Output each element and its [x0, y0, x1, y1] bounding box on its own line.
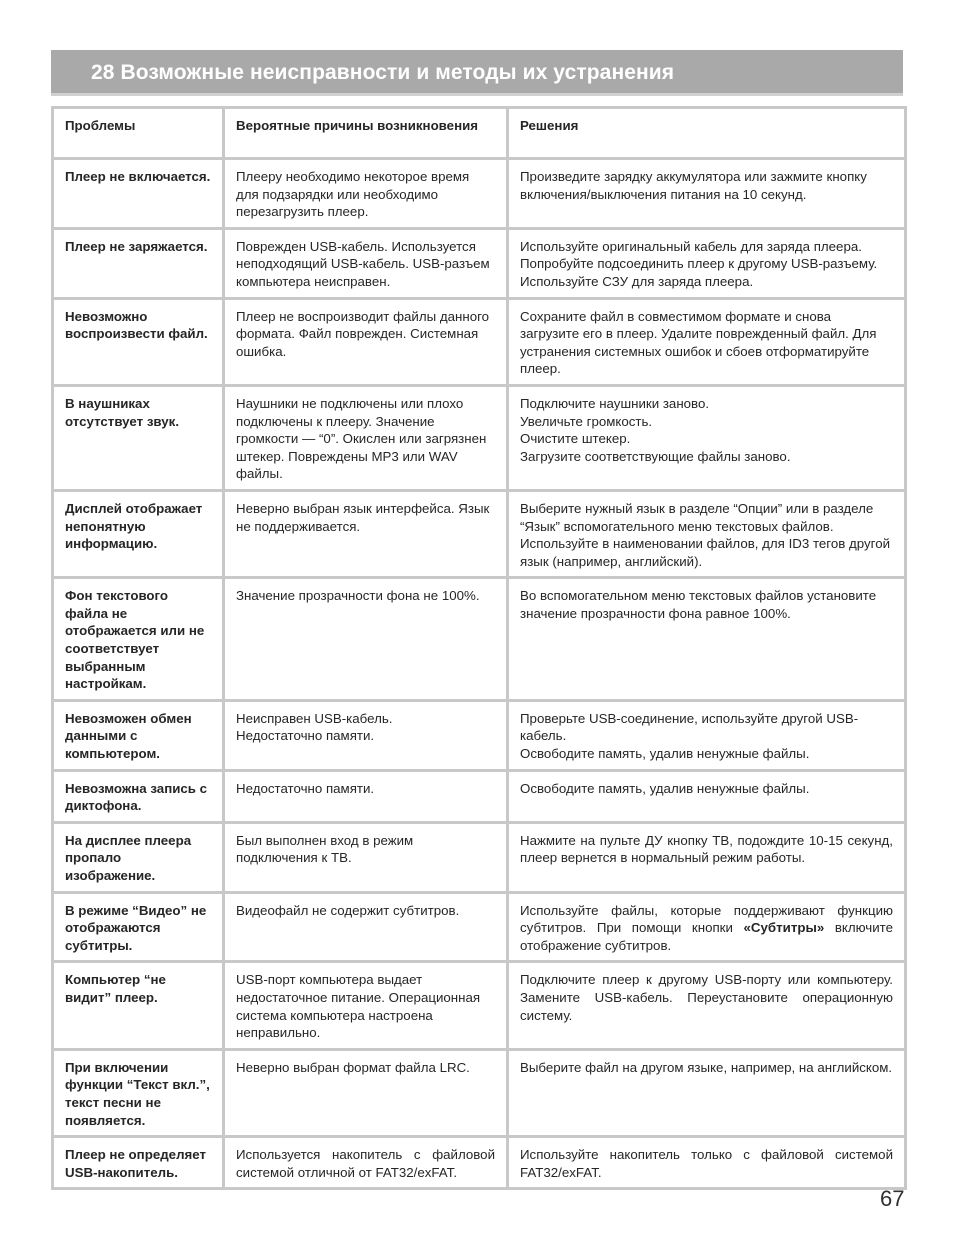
- problem-cell: В наушниках отсутствует звук.: [53, 385, 224, 490]
- table-row: [53, 700, 906, 770]
- solution-cell: Подключите наушники заново. Увеличьте громкость. Очистите штекер. Загрузите соответствующие файлы заново.: [508, 385, 906, 490]
- table-row: [53, 228, 906, 298]
- solution-cell: Сохраните файл в совместимом формате и снова загрузите его в плеер. Удалите поврежденный файл. Для устранения системных ошибок и сбоев отформатируйте плеер.: [508, 298, 906, 385]
- header-solutions: Решения: [508, 108, 906, 159]
- cause-cell: Плееру необходимо некоторое время для подзарядки или необходимо перезагрузить плеер.: [224, 159, 508, 229]
- cause-cell: Используется накопитель с файловой системой отличной от FAT32/exFAT.: [224, 1137, 508, 1189]
- cause-cell: Неисправен USB-кабель. Недостаточно памяти.: [224, 700, 508, 770]
- section-title-bar: [51, 50, 903, 96]
- problem-cell: Фон текстового файла не отображается или не соответствует выбранным настройкам.: [53, 578, 224, 701]
- solution-cell: Освободите память, удалив ненужные файлы.: [508, 770, 906, 822]
- problem-cell: Дисплей отображает непонятную информацию.: [53, 490, 224, 577]
- problem-cell: На дисплее плеера пропало изображение.: [53, 822, 224, 892]
- solution-text: Используйте файлы, которые поддерживают функцию субтитров. При помощи кнопки: [520, 902, 893, 936]
- table-header-row: [53, 108, 906, 159]
- solution-cell: Подключите плеер к другому USB-порту или компьютеру. Замените USB-кабель. Переустановите операционную систему.: [508, 962, 906, 1049]
- page-number: 67: [880, 1186, 905, 1211]
- solution-cell: Используйте оригинальный кабель для заряда плеера. Попробуйте подсоединить плеер к другому USB-разъему. Используйте СЗУ для заряда плеера.: [508, 228, 906, 298]
- table-row: [53, 298, 906, 385]
- table-row: [53, 385, 906, 490]
- solution-cell: Нажмите на пульте ДУ кнопку ТВ, подождите 10-15 секунд, плеер вернется в нормальный режим работы.: [508, 822, 906, 892]
- header-problems: Проблемы: [53, 108, 224, 159]
- solution-cell: Произведите зарядку аккумулятора или зажмите кнопку включения/выключения питания на 10 секунд.: [508, 159, 906, 229]
- cause-cell: Неверно выбран формат файла LRC.: [224, 1049, 508, 1136]
- problem-cell: Невозможна запись с диктофона.: [53, 770, 224, 822]
- solution-cell: Выберите нужный язык в разделе “Опции” или в разделе “Язык” вспомогательного меню текстовых файлов. Используйте в наименовании файлов, для ID3 тегов другой язык (например, английский).: [508, 490, 906, 577]
- table-row: [53, 822, 906, 892]
- table-row: [53, 1137, 906, 1189]
- cause-cell: Плеер не воспроизводит файлы данного формата. Файл поврежден. Системная ошибка.: [224, 298, 508, 385]
- solution-cell: Во вспомогательном меню текстовых файлов установите значение прозрачности фона равное 100%.: [508, 578, 906, 701]
- cause-cell: USB-порт компьютера выдает недостаточное питание. Операционная система компьютера настроена неправильно.: [224, 962, 508, 1049]
- problem-cell: Невозможно воспроизвести файл.: [53, 298, 224, 385]
- table-row: [53, 962, 906, 1049]
- problem-cell: В режиме “Видео” не отображаются субтитры.: [53, 892, 224, 962]
- cause-cell: Значение прозрачности фона не 100%.: [224, 578, 508, 701]
- problem-cell: Плеер не определяет USB-накопитель.: [53, 1137, 224, 1189]
- solution-cell: Выберите файл на другом языке, например, на английском.: [508, 1049, 906, 1136]
- table-row: [53, 578, 906, 701]
- table-row: [53, 490, 906, 577]
- table-row: [53, 159, 906, 229]
- table-row: [53, 1049, 906, 1136]
- cause-cell: Неверно выбран язык интерфейса. Язык не поддерживается.: [224, 490, 508, 577]
- header-causes: Вероятные причины возникновения: [224, 108, 508, 159]
- problem-cell: При включении функции “Текст вкл.”, текст песни не появляется.: [53, 1049, 224, 1136]
- table-row: [53, 892, 906, 962]
- cause-cell: Видеофайл не содержит субтитров.: [224, 892, 508, 962]
- solution-cell: Используйте накопитель только с файловой системой FAT32/exFAT.: [508, 1137, 906, 1189]
- subtitles-button-label: «Субтитры»: [743, 920, 825, 936]
- page-title: 28 Возможные неисправности и методы их устранения: [91, 61, 675, 84]
- problem-cell: Компьютер “не видит” плеер.: [53, 962, 224, 1049]
- problem-cell: Невозможен обмен данными с компьютером.: [53, 700, 224, 770]
- solution-cell: Проверьте USB-соединение, используйте другой USB-кабель. Освободите память, удалив ненужные файлы.: [508, 700, 906, 770]
- cause-cell: Поврежден USB-кабель. Используется неподходящий USB-кабель. USB-разъем компьютера неисправен.: [224, 228, 508, 298]
- problem-cell: Плеер не заряжается.: [53, 228, 224, 298]
- troubleshooting-table: [51, 106, 907, 1190]
- cause-cell: Был выполнен вход в режим подключения к ТВ.: [224, 822, 508, 892]
- solution-text: включите отображение субтитров.: [520, 920, 893, 953]
- cause-cell: Наушники не подключены или плохо подключены к плееру. Значение громкости — “0”. Окислен или загрязнен штекер. Повреждены MP3 или WAV файлы.: [224, 385, 508, 490]
- problem-cell: Плеер не включается.: [53, 159, 224, 229]
- cause-cell: Недостаточно памяти.: [224, 770, 508, 822]
- table-row: [53, 770, 906, 822]
- solution-cell: [508, 892, 906, 962]
